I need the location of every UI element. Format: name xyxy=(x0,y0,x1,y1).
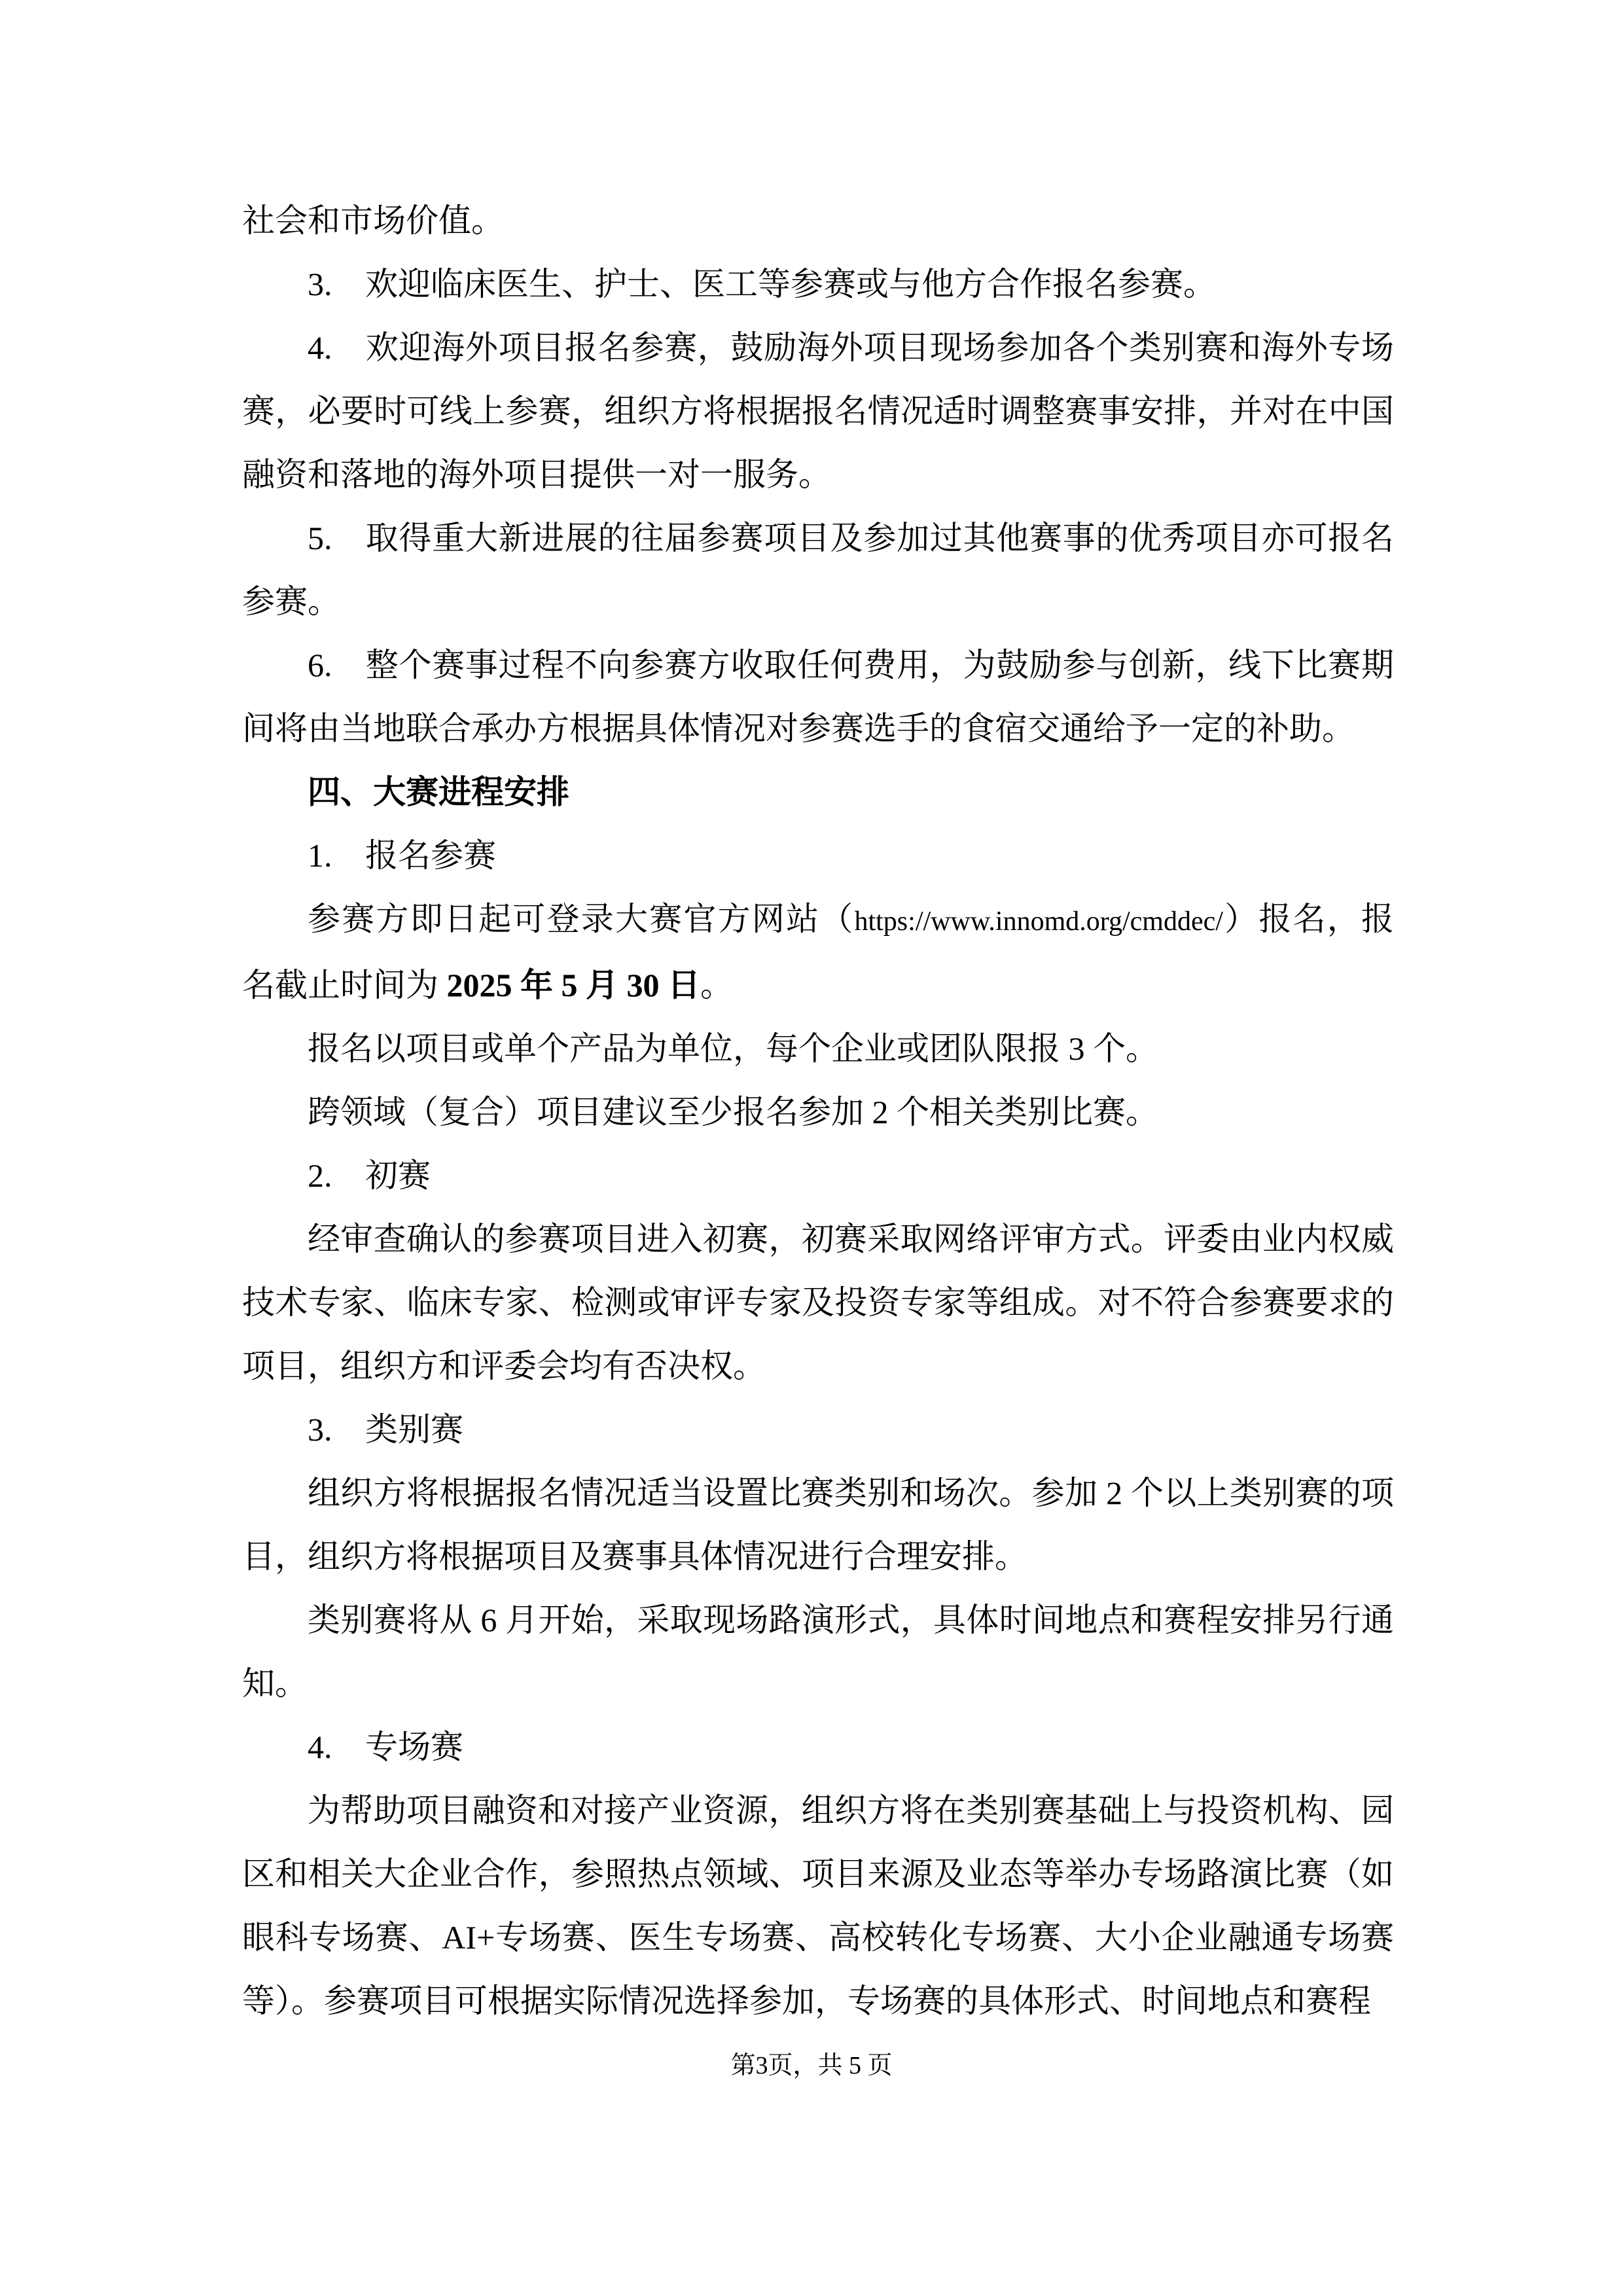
list-item-4 xyxy=(242,316,1394,507)
list-item-6-text: 整个赛事过程不向参赛方收取任何费用，为鼓励参与创新，线下比赛期间将由当地联合承办方根据具体情况对参赛选手的食宿交通给予一定的补助。 xyxy=(242,647,1394,747)
step-item-1-number: 1. xyxy=(308,837,332,874)
paragraph-registration xyxy=(242,888,1394,1017)
list-item-4-number: 4. xyxy=(308,329,332,366)
step-item-4-number: 4. xyxy=(308,1729,332,1765)
list-item-3 xyxy=(242,253,1394,316)
step-item-2-number: 2. xyxy=(308,1157,332,1194)
paragraph-carryover: 社会和市场价值。 xyxy=(242,202,504,239)
step-item-3-number: 3. xyxy=(308,1411,332,1448)
step-item-3 xyxy=(242,1398,1394,1462)
list-item-4-text: 欢迎海外项目报名参赛，鼓励海外项目现场参加各个类别赛和海外专场赛，必要时可线上参赛，组织方将根据报名情况适时调整赛事安排，并对在中国融资和落地的海外项目提供一对一服务。 xyxy=(242,329,1394,493)
step-item-4-text: 专场赛 xyxy=(365,1729,463,1765)
paragraph-category-round-1: 组织方将根据报名情况适当设置比赛类别和场次。参加 2 个以上类别赛的项目，组织方将根据项目及赛事具体情况进行合理安排。 xyxy=(242,1475,1394,1575)
registration-text-suffix: 。 xyxy=(700,967,733,1003)
step-item-2-text: 初赛 xyxy=(365,1157,431,1194)
list-item-6-number: 6. xyxy=(308,647,332,683)
list-item-5-number: 5. xyxy=(308,520,332,556)
paragraph-cross-domain: 跨领域（复合）项目建议至少报名参加 2 个相关类别比赛。 xyxy=(308,1094,1158,1130)
page-body xyxy=(242,189,1394,2033)
list-item-3-number: 3. xyxy=(308,266,332,302)
paragraph-special-round: 为帮助项目融资和对接产业资源，组织方将在类别赛基础上与投资机构、园区和相关大企业合作，参照热点领域、项目来源及业态等举办专场路演比赛（如眼科专场赛、AI+专场赛、医生专场赛、高校转化专场赛、大小企业融通专场赛等）。参赛项目可根据实际情况选择参加，专场赛的具体形式、时间地点和赛程 xyxy=(242,1792,1394,2019)
paragraph-preliminary-round: 经审查确认的参赛项目进入初赛，初赛采取网络评审方式。评委由业内权威技术专家、临床专家、检测或审评专家及投资专家等组成。对不符合参赛要求的项目，组织方和评委会均有否决权。 xyxy=(242,1221,1394,1384)
list-item-6 xyxy=(242,634,1394,761)
page-footer: 第3页，共 5 页 xyxy=(730,2052,893,2079)
step-item-4 xyxy=(242,1715,1394,1779)
registration-deadline: 2025 年 5 月 30 日 xyxy=(446,967,700,1003)
list-item-3-text: 欢迎临床医生、护士、医工等参赛或与他方合作报名参赛。 xyxy=(365,266,1216,302)
paragraph-entry-limit: 报名以项目或单个产品为单位，每个企业或团队限报 3 个。 xyxy=(308,1030,1158,1067)
registration-url: https://www.innomd.org/cmddec/ xyxy=(854,906,1223,937)
list-item-5 xyxy=(242,507,1394,634)
step-item-3-text: 类别赛 xyxy=(365,1411,463,1448)
registration-text-prefix: 参赛方即日起可登录大赛官方网站（ xyxy=(308,901,855,937)
step-item-1-text: 报名参赛 xyxy=(365,837,496,874)
step-item-1 xyxy=(242,824,1394,888)
section-heading-progress: 四、大赛进程安排 xyxy=(308,774,569,810)
list-item-5-text: 取得重大新进展的往届参赛项目及参加过其他赛事的优秀项目亦可报名参赛。 xyxy=(242,520,1394,620)
paragraph-category-round-2: 类别赛将从 6 月开始，采取现场路演形式，具体时间地点和赛程安排另行通知。 xyxy=(242,1602,1394,1702)
registration-text-mid: ）报名，报名截止时间为 xyxy=(242,901,1395,1003)
step-item-2 xyxy=(242,1144,1394,1208)
